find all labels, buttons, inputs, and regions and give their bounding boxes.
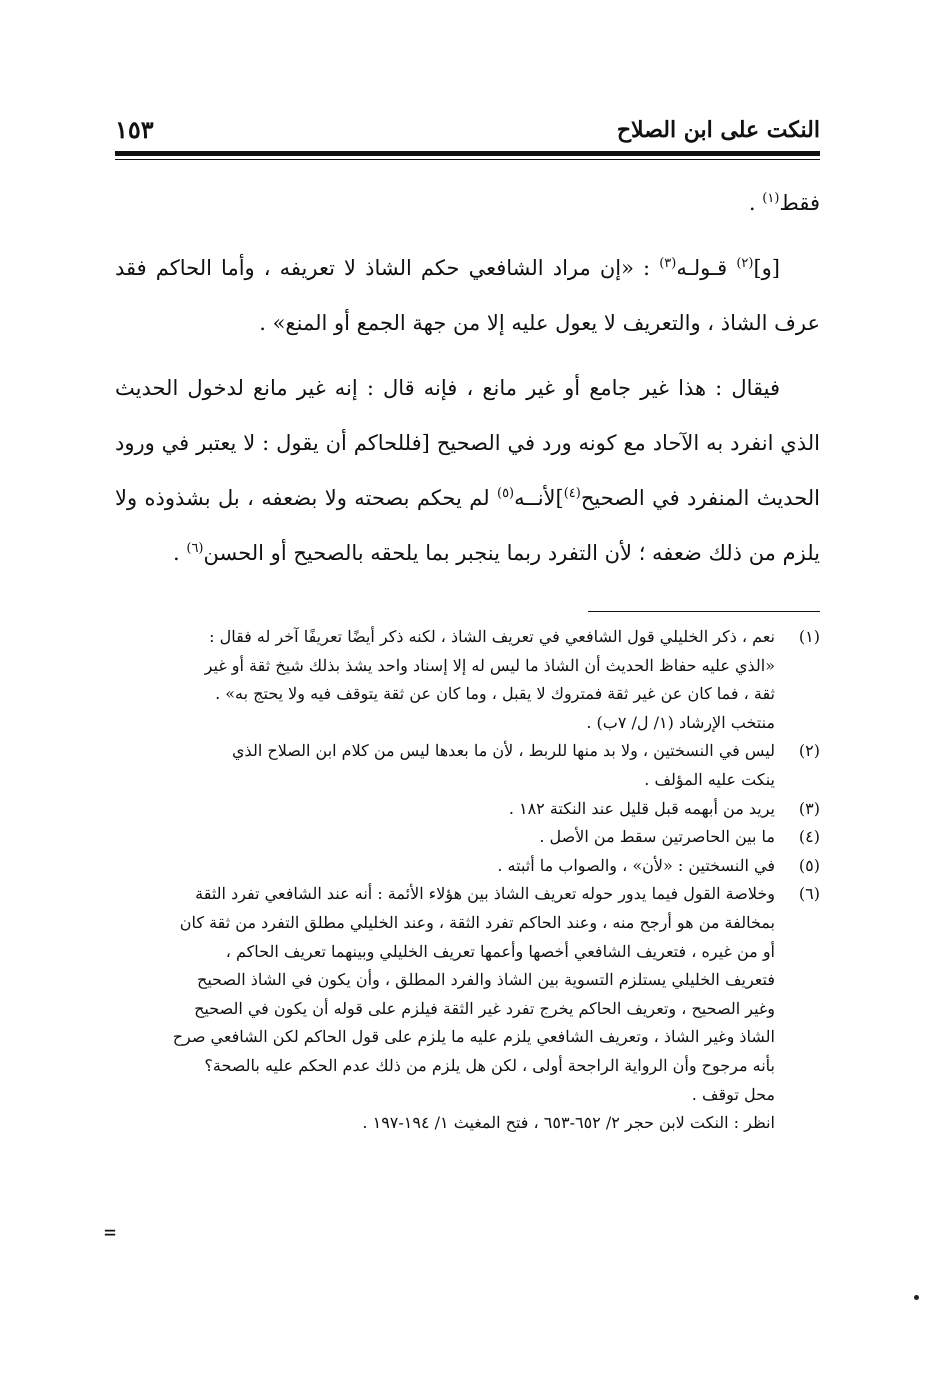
page-header	[115, 112, 820, 148]
footnote-line: ليس في النسختين ، ولا بد منها للربط ، لأن ما بعدها ليس من كلام ابن الصلاح الذي	[232, 741, 775, 761]
footnote-6	[115, 880, 820, 1109]
footnote-line: فتعريف الخليلي يستلزم التسوية بين الشاذ والفرد المطلق ، وأن يكون في الشاذ الصحيح	[197, 970, 775, 990]
footnote-line: الشاذ وغير الشاذ ، وتعريف الشافعي يلزم عليه ما يلزم على قول الحاكم لكن الشافعي صرح	[172, 1027, 775, 1047]
paragraph-2: [و]$^{(٢)}$ قـولـه$^{(٣)}$ : «إن مراد الشافعي حكم الشاذ لا تعريفه ، وأما الحاكم فقد عرف الشاذ ، والتعريف لا يعول عليه إلا من جهة الجمع أو المنع» .	[115, 256, 820, 335]
footnote-ref-6: (٦)	[186, 541, 204, 556]
header-rule-thick	[115, 151, 820, 156]
footnote-ref-3: (٣)	[659, 256, 677, 271]
footnote-line: «الذي عليه حفاظ الحديث أن الشاذ ما ليس له إلا إسناد واحد يشذ بذلك شيخ ثقة أو غير	[204, 655, 775, 675]
scan-edge-mark	[914, 1295, 919, 1300]
footnote-separator	[588, 611, 820, 612]
footnote-number: (٢)	[798, 741, 820, 761]
paragraph-1: فقط$^{(١)}$ .	[748, 191, 820, 215]
footnote-number: (١)	[798, 627, 820, 646]
header-rule-thin	[115, 159, 820, 160]
footnote-3	[115, 795, 820, 824]
footnote-line: بأنه مرجوح وأن الرواية الراجحة أولى ، لكن هل يلزم من ذلك عدم الحكم عليه بالصحة؟	[204, 1055, 775, 1075]
footnote-ref-2: (٢)	[736, 256, 754, 271]
footnote-line: بمخالفة من هو أرجح منه ، وعند الحاكم تفرد الثقة ، وعند الخليلي مطلق التفرد من ثقة كان	[179, 912, 775, 932]
footnote-line: أو من غيره ، فتعريف الشافعي أخصها وأعمها تعريف الخليلي وبينهما تعريف الحاكم ،	[225, 941, 775, 961]
footnote-line: ثقة ، فما كان عن غير ثقة فمتروك لا يقبل ، وما كان عن ثقة يتوقف فيه ولا يحتج به» .	[215, 684, 775, 704]
footnote-line: محل توقف .	[691, 1084, 775, 1104]
continuation-mark: =	[104, 1220, 117, 1244]
running-title: النكت على ابن الصلاح	[616, 117, 820, 143]
footnote-line: وخلاصة القول فيما يدور حوله تعريف الشاذ بين هؤلاء الأئمة : أنه عند الشافعي تفرد الثقة	[195, 884, 775, 904]
footnote-line: ما بين الحاصرتين سقط من الأصل .	[539, 827, 775, 847]
footnote-line: وغير الصحيح ، وتعريف الحاكم يخرج تفرد غير الثقة فيلزم على قوله أن يكون في الصحيح	[194, 998, 775, 1018]
paragraph-3: فيقال : هذا غير جامع أو غير مانع ، فإنه قال : إنه غير مانع لدخول الحديث الذي انفرد به الآحاد مع كونه ورد في الصحيح [فللحاكم أن يقول : لا يعتبر في ورود الحديث المنفرد في الصحيح$^{(٤)}$]لأنــه$^{(٥)}$ لم يحكم بصحته ولا بضعفه ، بل بشذوذه ولا يلزم من ذلك ضعفه ؛ لأن التفرد ربما ينجبر بما يلحقه بالصحيح أو الحسن$^{(٦)}$ .	[115, 376, 820, 565]
footnote-ref-4: (٤)	[563, 486, 581, 501]
footnote-1	[115, 623, 820, 737]
footnote-5	[115, 852, 820, 881]
footnote-number: (٥)	[798, 855, 820, 875]
page-number: ١٥٣	[115, 115, 154, 144]
footnote-line: ينكت عليه المؤلف .	[644, 769, 775, 789]
footnote-number: (٣)	[798, 798, 820, 818]
main-text	[115, 176, 820, 581]
footnote-number: (٤)	[798, 827, 820, 847]
footnote-2	[115, 737, 820, 794]
footnotes	[115, 623, 820, 1138]
footnote-line: في النسختين : «لأن» ، والصواب ما أثبته .	[497, 855, 775, 875]
footnote-line: يريد من أبهمه قبل قليل عند النكتة ١٨٢ .	[508, 798, 775, 818]
footnote-4	[115, 823, 820, 852]
footnote-number: (٦)	[798, 884, 820, 904]
footnote-ref-5: (٥)	[496, 486, 515, 501]
footnote-line: منتخب الإرشاد (١/ ل/ ٧ب) .	[586, 712, 775, 732]
footnote-line: نعم ، ذكر الخليلي قول الشافعي في تعريف الشاذ ، لكنه ذكر أيضًا تعريفًا آخر له فقال :	[209, 627, 775, 646]
footnote-source-reference: انظر : النكت لابن حجر ٢/ ٦٥٢-٦٥٣ ، فتح المغيث ١/ ١٩٤-١٩٧ .	[362, 1113, 775, 1133]
footnote-ref-1: (١)	[762, 191, 780, 206]
